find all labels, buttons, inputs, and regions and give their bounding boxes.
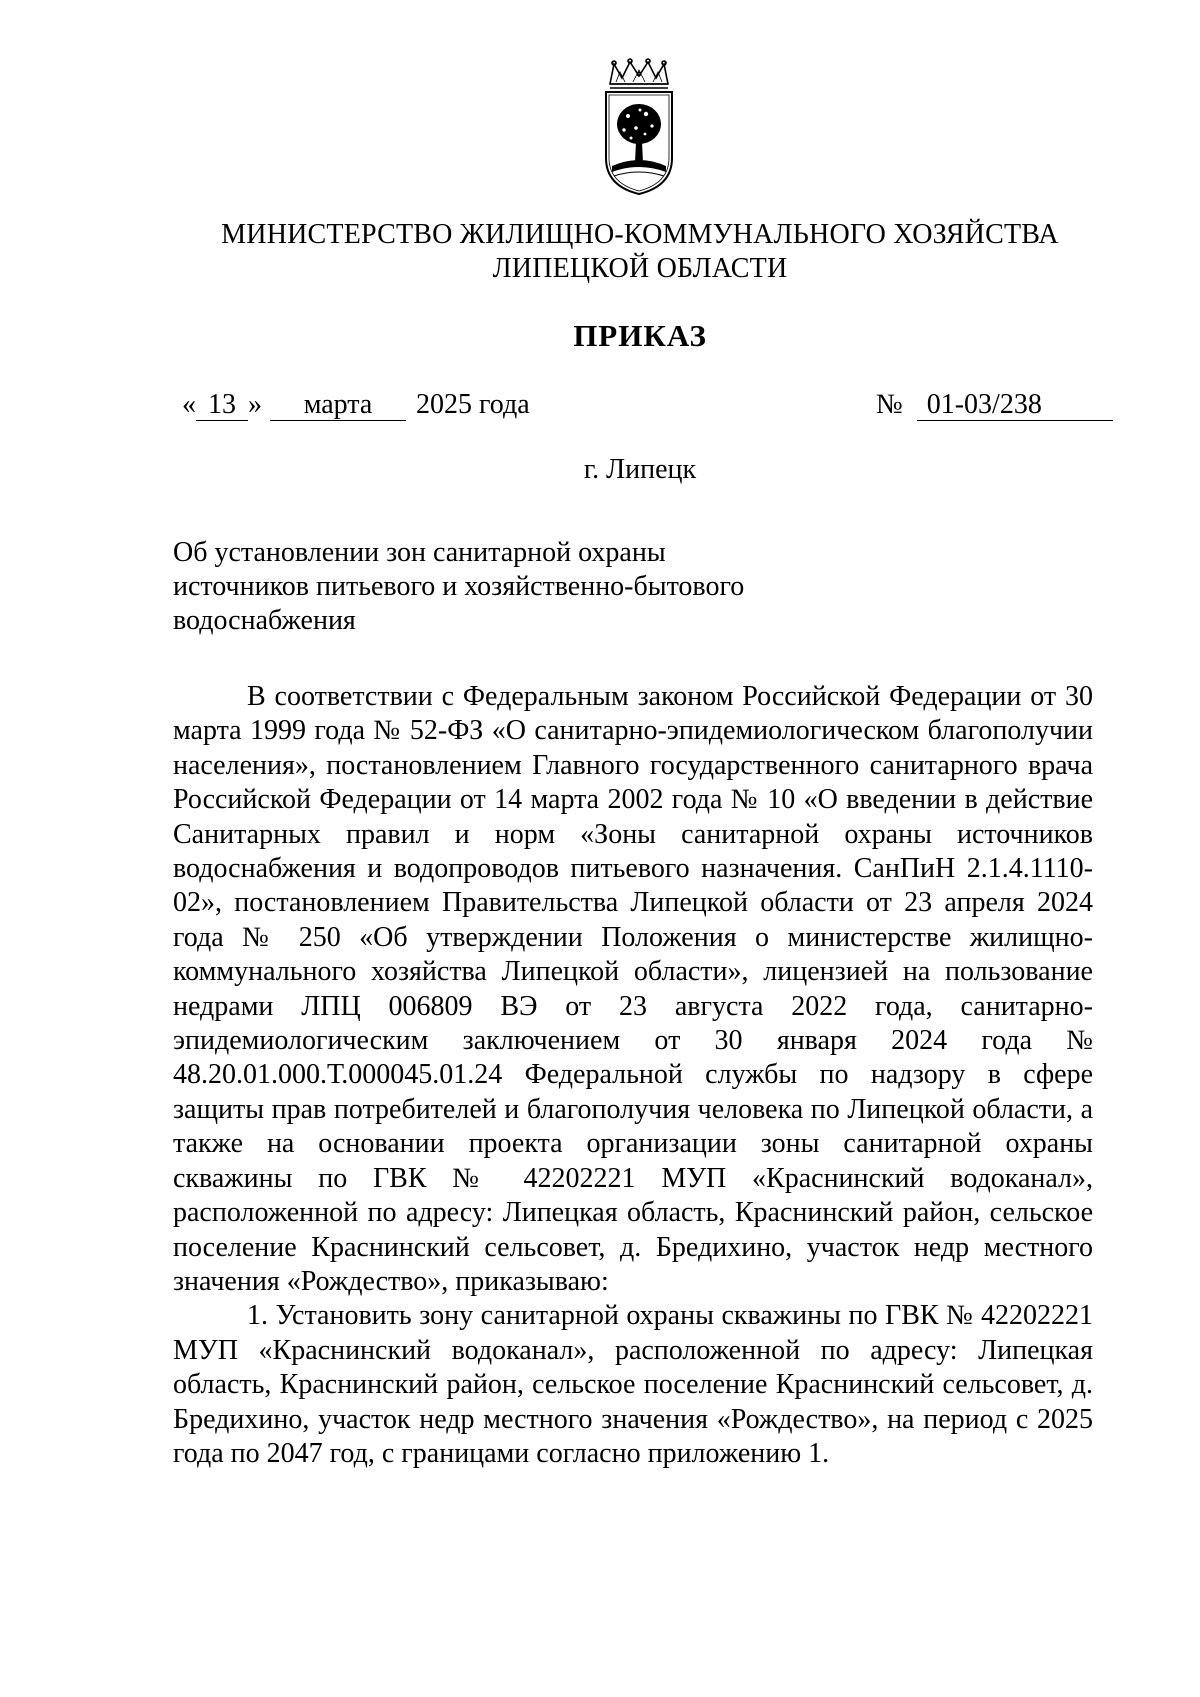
order-number (876, 388, 1113, 422)
ministry-name-line1: МИНИСТЕРСТВО ЖИЛИЩНО-КОММУНАЛЬНОГО ХОЗЯЙСТВА (221, 219, 1059, 250)
number-value: 01-03/238 (917, 390, 1113, 421)
date-open-quote: « (182, 389, 196, 420)
body-paragraph-preamble: В соответствии с Федеральным законом Российской Федерации от 30 марта 1999 года № 52-ФЗ «О санитарно-эпидемиологическом благополучии населения», постановлением Главного государственного санитарного врача Российской Федерации от 14 марта 2002 года № 10 «О введении в действие Санитарных правил и норм «Зоны санитарной охраны источников водоснабжения и водопроводов питьевого назначения. СанПиН 2.1.4.1110-02», постановлением Правительства Липецкой области от 23 апреля 2024 года № 250 «Об утверждении Положения о министерстве жилищно-коммунального хозяйства Липецкой области», лицензией на пользование недрами ЛПЦ 006809 ВЭ от 23 августа 2022 года, санитарно-эпидемиологическим заключением от 30 января 2024 года № 48.20.01.000.Т.000045.01.24 Федеральной службы по надзору в сфере защиты прав потребителей и благополучия человека по Липецкой области, а также на основании проекта организации зоны санитарной охраны скважины по ГВК № 42202221 МУП «Краснинский водоканал», расположенной по адресу: Липецкая область, Краснинский район, сельское поселение Краснинский сельсовет, д. Бредихино, участок недр местного значения «Рождество», приказываю: (173, 681, 1093, 1297)
order-date (182, 388, 530, 422)
subject-line2: источников питьевого и хозяйственно-бытового (173, 571, 745, 602)
body-paragraph-item-1: 1. Установить зону санитарной охраны скважины по ГВК № 42202221 МУП «Краснинский водоканал», расположенной по адресу: Липецкая область, Краснинский район, сельское поселение Краснинский сельсовет, д. Бредихино, участок недр местного значения «Рождество», на период с 2025 года по 2047 год, с границами согласно приложению 1. (173, 1300, 1093, 1469)
ministry-name-line2: ЛИПЕЦКОЙ ОБЛАСТИ (492, 253, 788, 284)
number-sign: № (876, 389, 903, 420)
lipetsk-coat-of-arms-icon (600, 58, 678, 198)
order-body (173, 680, 1093, 1471)
date-close-quote: » (248, 389, 262, 420)
city-name: г. Липецк (583, 454, 697, 485)
order-subject (173, 536, 813, 638)
subject-line1: Об установлении зон санитарной охраны (173, 537, 666, 568)
date-year: 2025 года (416, 389, 530, 420)
document-type: ПРИКАЗ (573, 318, 707, 353)
date-day: 13 (196, 390, 248, 421)
subject-line3: водоснабжения (173, 605, 356, 636)
ministry-name (120, 218, 1160, 286)
date-month: марта (270, 390, 406, 421)
